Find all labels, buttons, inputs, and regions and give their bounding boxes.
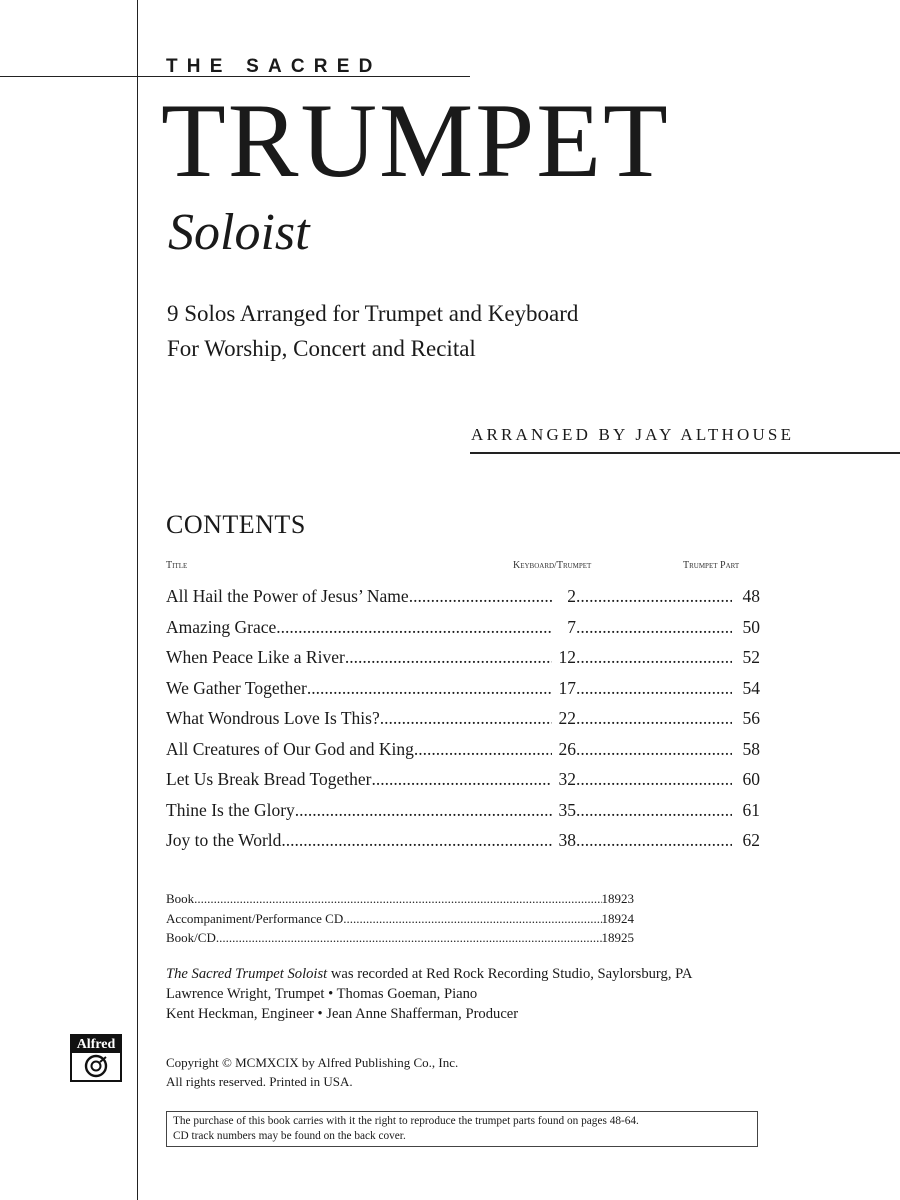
toc-leader-dots	[576, 800, 732, 821]
toc-trumpet-page: 56	[742, 708, 760, 728]
book-subtitle: Soloist	[168, 204, 310, 261]
notice-line-1: The purchase of this book carries with it the right to reproduce the trumpet parts found on pages 48-64.	[173, 1115, 639, 1127]
toc-leader-dots	[576, 769, 732, 790]
arranger-credit: ARRANGED BY JAY ALTHOUSE	[471, 425, 795, 444]
edition-number: 18923	[601, 891, 634, 906]
toc-right-segment	[576, 617, 760, 638]
toc-left-segment	[166, 830, 576, 851]
book-title: TRUMPET	[161, 82, 670, 199]
alfred-logo-icon	[70, 1034, 122, 1082]
credits-book-title: The Sacred Trumpet Soloist	[166, 966, 328, 982]
toc-leader-dots	[371, 769, 552, 790]
toc-row	[166, 586, 766, 617]
toc-leader-dots	[576, 586, 732, 607]
toc-row	[166, 739, 766, 770]
col-header-keyboard: Keyboard/Trumpet	[513, 560, 592, 571]
edition-label: Accompaniment/Performance CD	[166, 910, 344, 926]
toc-row	[166, 708, 766, 739]
toc-right-segment	[576, 708, 760, 729]
toc-leader-dots	[414, 739, 552, 760]
toc-leader-dots	[345, 647, 552, 668]
toc-right-segment	[576, 769, 760, 790]
toc-row	[166, 647, 766, 678]
toc-keyboard-page: 2	[567, 586, 576, 606]
toc-leader-dots	[576, 678, 732, 699]
toc-leader-dots	[576, 830, 732, 851]
toc-leader-dots	[307, 678, 552, 699]
toc-right-segment	[576, 647, 760, 668]
toc-leader-dots	[276, 617, 552, 638]
toc-trumpet-page: 58	[742, 738, 760, 759]
toc-right-segment	[576, 800, 760, 821]
toc-row	[166, 800, 766, 831]
book-description	[167, 296, 578, 366]
toc-leader-dots	[576, 708, 732, 729]
reproduction-notice	[166, 1111, 758, 1147]
edition-row	[166, 911, 634, 931]
alfred-logo-mark	[81, 1054, 111, 1078]
edition-number: 18925	[601, 930, 634, 945]
toc-keyboard-page: 12	[558, 647, 576, 667]
toc-right-segment	[576, 586, 760, 607]
toc-title: When Peace Like a River	[166, 647, 345, 667]
description-line-2: For Worship, Concert and Recital	[167, 336, 476, 361]
toc-title: We Gather Together	[166, 677, 307, 698]
toc-left-segment	[166, 708, 576, 729]
toc-title: All Creatures of Our God and King	[166, 738, 414, 759]
col-header-trumpet: Trumpet Part	[683, 560, 740, 571]
toc-keyboard-page: 26	[558, 738, 576, 759]
toc-leader-dots	[409, 586, 552, 607]
recording-credits	[166, 964, 692, 1024]
toc-left-segment	[166, 800, 576, 821]
toc-trumpet-page: 52	[742, 647, 760, 667]
edition-leader-dots	[194, 891, 601, 907]
editions-list	[166, 891, 634, 950]
copyright-line-2: All rights reserved. Printed in USA.	[166, 1074, 353, 1089]
toc-trumpet-page: 62	[742, 830, 760, 850]
toc-right-segment	[576, 830, 760, 851]
credits-line-1-rest: was recorded at Red Rock Recording Studio, Saylorsburg, PA	[327, 966, 693, 982]
toc-left-segment	[166, 586, 576, 607]
copyright-block	[166, 1053, 458, 1091]
toc-leader-dots	[380, 708, 552, 729]
toc-left-segment	[166, 678, 576, 699]
toc-keyboard-page: 35	[558, 799, 576, 820]
edition-number: 18924	[601, 910, 634, 926]
toc-right-segment	[576, 739, 760, 760]
toc-left-segment	[166, 769, 576, 790]
credits-line-1	[166, 964, 692, 984]
the-sacred-heading: THE SACRED	[166, 56, 382, 77]
toc-keyboard-page: 17	[558, 677, 576, 698]
edition-row	[166, 891, 634, 911]
description-line-1: 9 Solos Arranged for Trumpet and Keyboard	[167, 301, 579, 326]
toc-left-segment	[166, 739, 576, 760]
credits-line-3: Kent Heckman, Engineer • Jean Anne Shafferman, Producer	[166, 1006, 519, 1022]
toc-left-segment	[166, 617, 576, 638]
toc-left-segment	[166, 647, 576, 668]
toc-title: What Wondrous Love Is This?	[166, 708, 380, 728]
notice-line-2: CD track numbers may be found on the back cover.	[173, 1130, 406, 1142]
contents-list	[166, 586, 766, 861]
toc-row	[166, 678, 766, 709]
toc-leader-dots	[295, 800, 552, 821]
toc-trumpet-page: 50	[742, 616, 760, 637]
toc-row	[166, 769, 766, 800]
toc-trumpet-page: 48	[742, 586, 760, 606]
copyright-line-1: Copyright © MCMXCIX by Alfred Publishing Co., Inc.	[166, 1055, 459, 1070]
toc-row	[166, 830, 766, 861]
edition-leader-dots	[343, 911, 601, 927]
left-margin-rule	[137, 0, 138, 1200]
toc-title: Joy to the World	[166, 830, 282, 850]
toc-trumpet-page: 60	[742, 769, 760, 789]
toc-leader-dots	[281, 830, 552, 851]
toc-title: Let Us Break Bread Together	[166, 769, 372, 789]
toc-title: Thine Is the Glory	[166, 799, 295, 820]
toc-leader-dots	[576, 617, 732, 638]
toc-keyboard-page: 7	[567, 616, 576, 637]
edition-row	[166, 930, 634, 950]
toc-keyboard-page: 22	[558, 708, 576, 728]
toc-leader-dots	[576, 739, 732, 760]
toc-trumpet-page: 61	[742, 799, 760, 820]
edition-leader-dots	[216, 930, 602, 946]
toc-title: Amazing Grace	[166, 616, 277, 637]
toc-right-segment	[576, 678, 760, 699]
toc-leader-dots	[576, 647, 732, 668]
col-header-title: Title	[166, 560, 188, 571]
toc-keyboard-page: 38	[558, 830, 576, 850]
toc-trumpet-page: 54	[742, 677, 760, 698]
toc-row	[166, 617, 766, 648]
credits-line-2: Lawrence Wright, Trumpet • Thomas Goeman, Piano	[166, 986, 478, 1002]
edition-label: Book/CD	[166, 930, 216, 945]
alfred-logo-text: Alfred	[72, 1036, 120, 1053]
toc-keyboard-page: 32	[558, 769, 576, 789]
contents-heading: CONTENTS	[166, 510, 306, 539]
edition-label: Book	[166, 891, 195, 906]
arranger-rule	[470, 452, 900, 454]
toc-title: All Hail the Power of Jesus’ Name	[166, 586, 409, 606]
